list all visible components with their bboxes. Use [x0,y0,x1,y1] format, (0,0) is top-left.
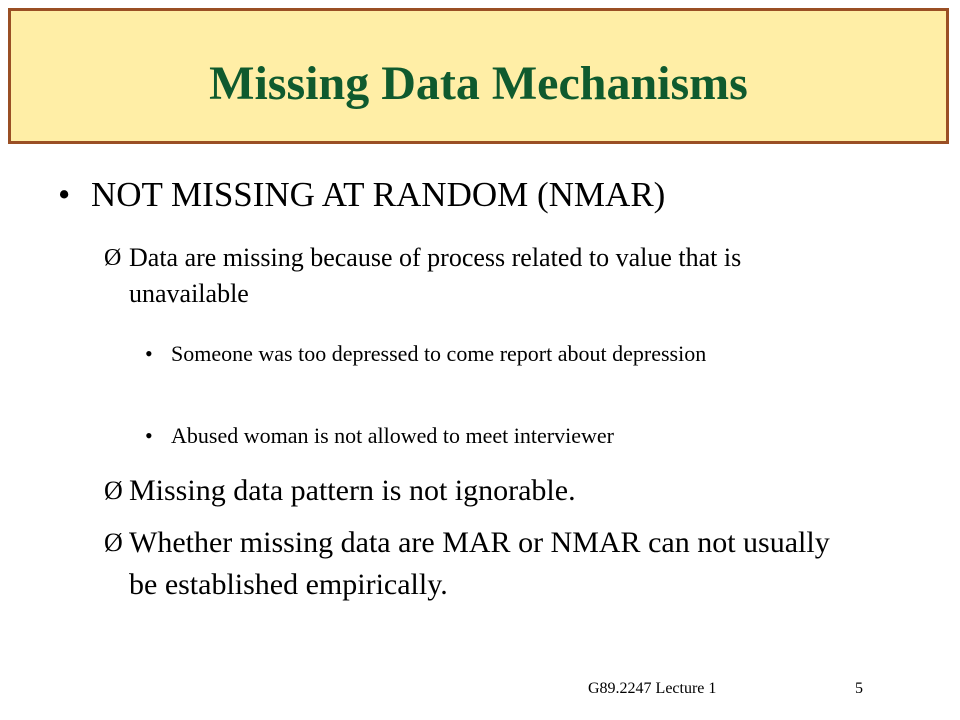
example-depression [145,338,831,370]
sub-point-empirical [104,522,849,606]
bullet-dot-icon: • [145,423,153,448]
main-bullet-text: NOT MISSING AT RANDOM (NMAR) [91,175,666,214]
main-bullet [58,174,665,216]
title-box [8,8,949,144]
sub-point-text: Missing data pattern is not ignorable. [129,474,576,507]
sub-point-ignorable [104,470,849,512]
sub-point-text: Whether missing data are MAR or NMAR can not usually be established empirically. [129,526,830,601]
example-abuse [145,420,831,452]
bullet-dot-icon: • [58,175,71,214]
sub-point-process [104,240,849,312]
slide-title: Missing Data Mechanisms [209,56,748,110]
page-number: 5 [855,680,863,697]
arrow-bullet-icon: Ø [104,245,122,271]
arrow-bullet-icon: Ø [104,528,123,557]
footer-lecture-label: G89.2247 Lecture 1 [588,680,717,697]
arrow-bullet-icon: Ø [104,476,123,505]
example-text: Abused woman is not allowed to meet interviewer [171,423,614,448]
example-text: Someone was too depressed to come report about depression [171,341,707,366]
bullet-dot-icon: • [145,341,153,366]
sub-point-text: Data are missing because of process related to value that is unavailable [129,243,742,308]
